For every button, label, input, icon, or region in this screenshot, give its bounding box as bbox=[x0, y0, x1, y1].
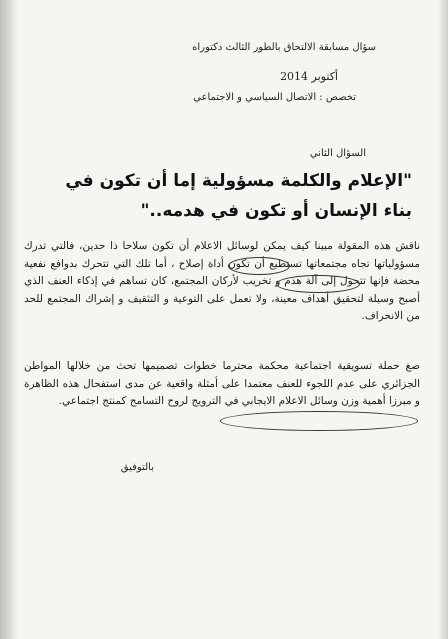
pen-circle-islah bbox=[228, 257, 290, 275]
header-exam-title: سؤال مسابقة الالتحاق بالطور الثالث دكتوراه bbox=[192, 42, 376, 53]
header-specialty: تخصص : الاتصال السياسي و الاجتماعي bbox=[193, 92, 356, 103]
paragraph-2: صغ حملة تسويقية اجتماعية محكمة محترما خطوات تصميمها تحث من خلالها المواطن الجزائري على عدم اللجوء للعنف معتمدا على أمثلة واقعية عن مدى استفحال هذه الظاهرة و مبرزا أهمية وزن وسائل الاعلام الايجابي في الترويج لروح التسامح كمنتج اجتماعي. bbox=[24, 360, 420, 407]
question-quote: "الإعلام والكلمة مسؤولية إما أن تكون في بناء الإنسان أو تكون في هدمه.." bbox=[65, 171, 412, 221]
header-date: أكتوبر 2014 bbox=[280, 70, 338, 83]
pen-circle-tarweej bbox=[220, 411, 418, 431]
closing-text: بالتوفيق bbox=[120, 462, 154, 473]
pen-circle-hadm bbox=[276, 275, 360, 293]
paragraph-1: ناقش هذه المقولة مبينا كيف يمكن لوسائل الاعلام أن تكون سلاحا ذا حدين، فالتي تدرك مسؤولياتها تجاه مجتمعاتها تستطيع أن تكون أداة إصلاح ، أما تلك التي تتحرك بدوافع نفعية محضة فإنها تتحول إلى آلة هدم و تخريب لأركان المجتمع، كان تساهم في إذكاء العنف الذي أصبح وسيلة لتحقيق أهداف معينة، ولا تعمل على التوعية و التثقيف و إشراك المجتمع للحد من الانحراف. bbox=[24, 240, 420, 322]
question-label: السؤال الثاني bbox=[309, 148, 366, 159]
page-shadow-left bbox=[0, 0, 18, 639]
page-shadow-right bbox=[438, 0, 448, 639]
